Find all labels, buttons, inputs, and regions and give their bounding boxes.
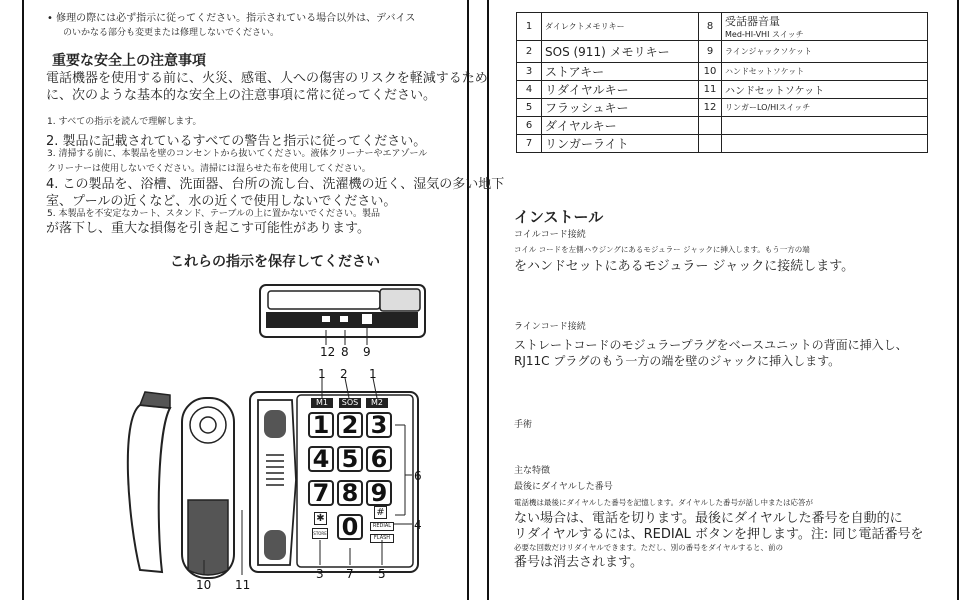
label-7: 7 — [346, 567, 354, 581]
dial-key-7[interactable]: 7 — [308, 480, 334, 506]
dial-key-4[interactable]: 4 — [308, 446, 334, 472]
table-cell: ストアキー — [542, 63, 699, 81]
label-1b: 1 — [369, 367, 377, 381]
dial-key-1[interactable]: 1 — [308, 412, 334, 438]
hash-key[interactable]: # — [374, 506, 387, 519]
bullet-repair: • 修理の際には必ず指示に従ってください。指示されている場合以外は、デバイス — [47, 13, 416, 24]
table-cell: 1 — [517, 13, 542, 41]
callout-lines — [0, 0, 470, 600]
table-cell: ラインジャックソケット — [722, 41, 928, 63]
last-dial-small: 電話機は最後にダイヤルした番号を記憶します。ダイヤルした番号が話し中または応答が — [514, 498, 813, 507]
flash-key[interactable]: FLASH — [370, 534, 394, 543]
label-5: 5 — [378, 567, 386, 581]
item-3a: 3. 清掃する前に、本製品を壁のコンセントから抜いてください。液体クリーナーやエアゾール — [47, 149, 428, 159]
memory-key-sos[interactable]: SOS — [339, 398, 361, 408]
star-key[interactable]: ✱ — [314, 512, 327, 525]
dial-key-5[interactable]: 5 — [337, 446, 363, 472]
store-key[interactable]: STORE — [312, 528, 328, 539]
label-4: 4 — [414, 518, 422, 532]
table-cell-line: 受話器音量 — [725, 15, 780, 28]
table-cell: 4 — [517, 81, 542, 99]
item-2: 2. 製品に記載されているすべての警告と指示に従ってください。 — [46, 134, 427, 149]
table-cell: リンガーLO/HIスイッチ — [722, 99, 928, 117]
safety-intro-1: 電話機器を使用する前に、火災、感電、人への傷害のリスクを軽減するため — [46, 71, 488, 86]
table-cell — [699, 117, 722, 135]
table-row — [517, 63, 928, 81]
table-cell — [699, 135, 722, 153]
table-cell: フラッシュキー — [542, 99, 699, 117]
item-1: 1. すべての指示を読んで理解します。 — [47, 117, 202, 127]
label-2: 2 — [340, 367, 348, 381]
table-cell: 2 — [517, 41, 542, 63]
item-5b: が落下し、重大な損傷を引き起こす可能性があります。 — [46, 221, 370, 236]
center-page-border-right — [487, 0, 489, 600]
table-row — [517, 81, 928, 99]
label-9: 9 — [363, 345, 371, 359]
right-page-border — [957, 0, 959, 600]
table-cell: リンガーライト — [542, 135, 699, 153]
dial-key-2[interactable]: 2 — [337, 412, 363, 438]
label-3: 3 — [316, 567, 324, 581]
line-2: RJ11C プラグのもう一方の端を壁のジャックに挿入します。 — [514, 354, 841, 368]
line-label: ラインコード接続 — [514, 322, 586, 332]
dial-key-9[interactable]: 9 — [366, 480, 392, 506]
table-row — [517, 13, 928, 41]
table-cell — [722, 135, 928, 153]
redial-key[interactable]: REDIAL — [370, 522, 394, 531]
table-cell: 12 — [699, 99, 722, 117]
table-cell — [722, 13, 928, 41]
bullet-repair-2: のいかなる部分も変更または修理しないでください。 — [63, 28, 280, 38]
table-cell: ハンドセットソケット — [722, 81, 928, 99]
table-cell: 8 — [699, 13, 722, 41]
last-dial-3: 番号は消去されます。 — [514, 555, 643, 570]
dial-key-0[interactable]: 0 — [337, 514, 363, 540]
safety-intro-2: に、次のような基本的な安全上の注意事項に常に従ってください。 — [46, 88, 437, 103]
table-row — [517, 135, 928, 153]
last-dial-small-2: 必要な回数だけリダイヤルできます。ただし、別の番号をダイヤルすると、前の — [514, 543, 783, 552]
dial-key-3[interactable]: 3 — [366, 412, 392, 438]
last-dial-label: 最後にダイヤルした番号 — [514, 482, 613, 492]
table-cell — [722, 117, 928, 135]
table-cell: ハンドセットソケット — [722, 63, 928, 81]
table-cell: SOS (911) メモリキー — [542, 41, 699, 63]
coil-big: をハンドセットにあるモジュラー ジャックに接続します。 — [514, 259, 855, 274]
dial-key-6[interactable]: 6 — [366, 446, 392, 472]
item-4a: 4. この製品を、浴槽、洗面器、台所の流し台、洗濯機の近く、湿気の多い地下 — [46, 177, 505, 192]
coil-small: コイル コードを左側ハウジングにあるモジュラー ジャックに挿入します。もう一方の端 — [514, 245, 810, 254]
safety-heading: 重要な安全上の注意事項 — [52, 53, 206, 69]
item-3b: クリーナーは使用しないでください。清掃には湿らせた布を使用してください。 — [47, 164, 371, 174]
table-cell: 3 — [517, 63, 542, 81]
procedure-label: 手術 — [514, 420, 533, 430]
save-heading: これらの指示を保存してください — [170, 254, 380, 270]
last-dial-2: リダイヤルするには、REDIAL ボタンを押します。注: 同じ電話番号を — [514, 527, 924, 542]
table-cell: 11 — [699, 81, 722, 99]
table-row — [517, 117, 928, 135]
table-row — [517, 41, 928, 63]
features-label: 主な特徴 — [514, 466, 551, 476]
table-cell: 5 — [517, 99, 542, 117]
last-dial-1: ない場合は、電話を切ります。最後にダイヤルした番号を自動的に — [514, 511, 903, 526]
parts-table — [516, 12, 928, 153]
memory-key-m2[interactable]: M2 — [366, 398, 388, 408]
label-1a: 1 — [318, 367, 326, 381]
coil-label: コイルコード接続 — [514, 230, 586, 240]
label-12: 12 — [320, 345, 336, 359]
table-cell-line: Med-HI-VHI スイッチ — [725, 30, 804, 39]
table-cell: 10 — [699, 63, 722, 81]
label-6: 6 — [414, 469, 422, 483]
item-4b: 室、プールの近くなど、水の近くで使用しないでください。 — [46, 194, 397, 209]
label-8: 8 — [341, 345, 349, 359]
item-5a: 5. 本製品を不安定なカート、スタンド、テーブルの上に置かないでください。製品 — [47, 209, 381, 219]
label-10: 10 — [196, 578, 212, 592]
install-heading: インストール — [514, 208, 604, 226]
table-cell: 9 — [699, 41, 722, 63]
table-cell: ダイヤルキー — [542, 117, 699, 135]
memory-key-m1[interactable]: M1 — [311, 398, 333, 408]
line-1: ストレートコードのモジュラープラグをベースユニットの背面に挿入し、 — [514, 338, 908, 352]
table-cell: 6 — [517, 117, 542, 135]
table-cell: リダイヤルキー — [542, 81, 699, 99]
label-11: 11 — [235, 578, 251, 592]
table-row — [517, 99, 928, 117]
dial-key-8[interactable]: 8 — [337, 480, 363, 506]
table-cell: ダイレクトメモリキー — [542, 13, 699, 41]
table-cell: 7 — [517, 135, 542, 153]
